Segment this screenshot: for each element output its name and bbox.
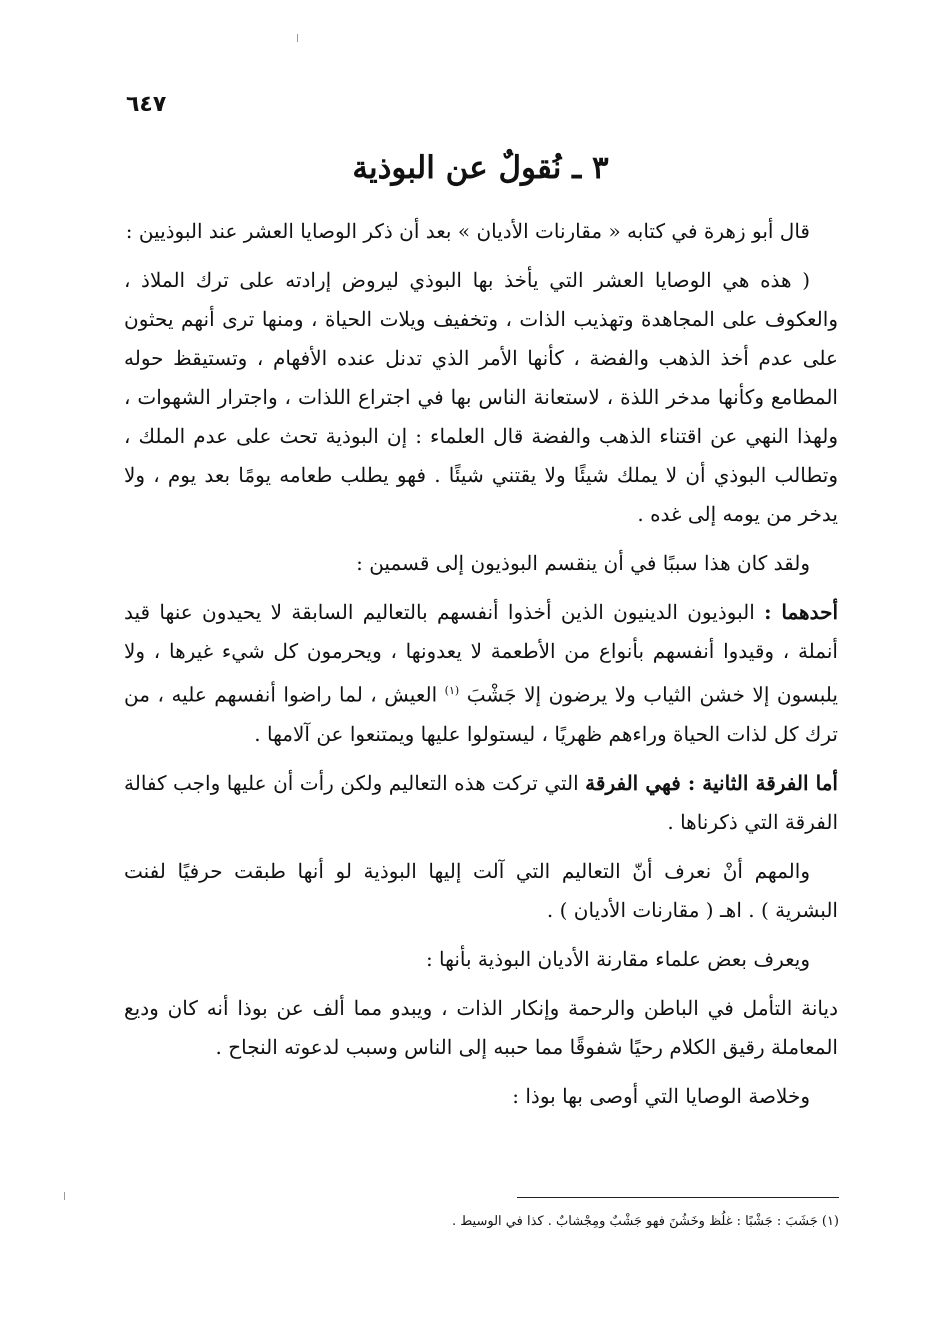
group-one-lead: أحدهما : — [764, 600, 839, 624]
footnote: (١) جَشَبَ : جَشْبًا : غلُظ وخَشُنَ فهو جَشْبٌ ومِجْشابٌ . كذا في الوسيط . — [451, 1214, 839, 1229]
intro-paragraph: قال أبو زهرة في كتابه « مقارنات الأديان » بعد أن ذكر الوصايا العشر عند البوذيين : — [125, 219, 810, 243]
definition-paragraph: ديانة التأمل في الباطن والرحمة وإنكار الذات ، ويبدو مما ألف عن بوذا أنه كان وديع المعاملة رقيق الكلام رحيًا شفوقًا مما حببه إلى الناس وسبب لدعوته النجاح . — [124, 995, 838, 1059]
scan-mark — [297, 34, 298, 42]
group-one-text: البوذيون الدينيون الذين أخذوا أنفسهم بالتعاليم السابقة لا يحيدون عنها قيد أنملة ، وقيدوا أنفسهم بأنواع من الأطعمة لا يعدونها ، ويحرمون كل شيء غيرها ، ولا يلبسون إلا خشن الثياب ولا يرضون إلا جَشْبَ — [124, 600, 838, 707]
group-one-paragraph — [124, 593, 838, 754]
group-two-lead: أما الفرقة الثانية : فهي الفرقة — [585, 770, 838, 795]
scan-mark — [64, 1192, 65, 1200]
section-heading: ٣ ـ نُقولٌ عن البوذية — [352, 150, 609, 186]
body-text — [124, 212, 838, 1126]
definition-intro-paragraph: ويعرف بعض علماء مقارنة الأديان البوذية بأنها : — [425, 946, 810, 971]
important-paragraph: والمهم أنْ نعرف أنّ التعاليم التي آلت إليها البوذية لو أنها طبقت حرفيًا لفنت البشرية ) . اهـ ( مقارنات الأديان ) . — [124, 858, 838, 922]
footnote-marker: (١) — [444, 684, 460, 697]
group-one-text-continued: العيش ، لما راضوا أنفسهم عليه ، من ترك كل لذات الحياة وراءهم ظهريًا ، ليستولوا عليها ويمتنعوا عن آلامها . — [124, 682, 838, 746]
footnote-divider — [517, 1197, 839, 1198]
summary-intro-paragraph: وخلاصة الوصايا التي أوصى بها بوذا : — [512, 1083, 810, 1108]
quote-paragraph: ( هذه هي الوصايا العشر التي يأخذ بها البوذي ليروض إرادته على ترك الملاذ ، والعكوف على المجاهدة وتهذيب الذات ، وتخفيف ويلات الحياة ، ومنها ترى أنهم يحثون على عدم أخذ الذهب والفضة ، كأنها الأمر الذي تدنل عنده الأفهام ، وتستيقظ حوله المطامع وكأنها مدخر اللذة ، لاستعانة الناس بها في اجتراع اللذات ، واجترار الشهوات ، ولهذا النهي عن اقتناء الذهب والفضة قال العلماء : إن البوذية تحث على عدم الملك ، وتطالب البوذي أن لا يملك شيئًا ولا يقتني شيئًا . فهو يطلب طعامه يومًا بعد يوم ، ولا يدخر من يومه إلى غده . — [124, 268, 838, 526]
page-number: ٦٤٧ — [126, 92, 167, 117]
group-two-text: التي تركت هذه التعاليم ولكن رأت أن عليها واجب كفالة الفرقة التي ذكرناها . — [124, 770, 838, 834]
division-paragraph: ولقد كان هذا سببًا في أن ينقسم البوذيون إلى قسمين : — [356, 551, 810, 575]
group-two-paragraph — [124, 764, 838, 842]
